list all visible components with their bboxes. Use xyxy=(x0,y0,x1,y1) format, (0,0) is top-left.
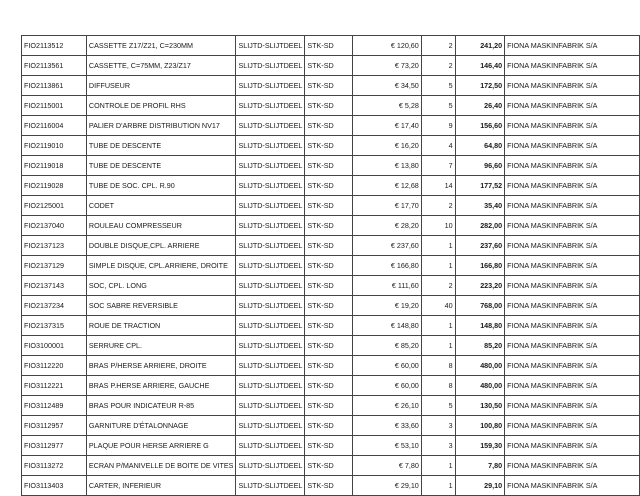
unit-price-cell: € 237,60 xyxy=(352,236,421,256)
description-cell: CASSETTE, C=75MM, Z23/Z17 xyxy=(86,56,236,76)
group-cell: SLIJTD-SLIJTDEEL xyxy=(236,356,305,376)
unit-cell: STK-SD xyxy=(305,476,352,496)
quantity-cell: 1 xyxy=(421,236,455,256)
group-cell: SLIJTD-SLIJTDEEL xyxy=(236,56,305,76)
unit-cell: STK-SD xyxy=(305,276,352,296)
quantity-cell: 1 xyxy=(421,456,455,476)
unit-price-cell: € 111,60 xyxy=(352,276,421,296)
group-cell: SLIJTD-SLIJTDEEL xyxy=(236,336,305,356)
group-cell: SLIJTD-SLIJTDEEL xyxy=(236,36,305,56)
unit-cell: STK-SD xyxy=(305,296,352,316)
line-total-cell: 100,80 xyxy=(455,416,505,436)
table-row xyxy=(22,376,640,396)
table-row xyxy=(22,236,640,256)
unit-cell: STK-SD xyxy=(305,36,352,56)
description-cell: GARNITURE D'ÉTALONNAGE xyxy=(86,416,236,436)
part-code-cell: FIO3112489 xyxy=(22,396,87,416)
quantity-cell: 7 xyxy=(421,156,455,176)
table-row xyxy=(22,96,640,116)
part-code-cell: FIO2137040 xyxy=(22,216,87,236)
group-cell: SLIJTD-SLIJTDEEL xyxy=(236,96,305,116)
unit-cell: STK-SD xyxy=(305,196,352,216)
part-code-cell: FIO3112977 xyxy=(22,436,87,456)
line-total-cell: 29,10 xyxy=(455,476,505,496)
part-code-cell: FIO2137143 xyxy=(22,276,87,296)
description-cell: BRAS P.HERSE ARRIERE, GAUCHE xyxy=(86,376,236,396)
unit-price-cell: € 28,20 xyxy=(352,216,421,236)
supplier-cell: FIONA MASKINFABRIK S/A xyxy=(505,456,640,476)
group-cell: SLIJTD-SLIJTDEEL xyxy=(236,416,305,436)
line-total-cell: 7,80 xyxy=(455,456,505,476)
table-row xyxy=(22,136,640,156)
group-cell: SLIJTD-SLIJTDEEL xyxy=(236,476,305,496)
line-total-cell: 146,40 xyxy=(455,56,505,76)
table-row xyxy=(22,216,640,236)
group-cell: SLIJTD-SLIJTDEEL xyxy=(236,296,305,316)
unit-price-cell: € 16,20 xyxy=(352,136,421,156)
line-total-cell: 768,00 xyxy=(455,296,505,316)
part-code-cell: FIO2125001 xyxy=(22,196,87,216)
group-cell: SLIJTD-SLIJTDEEL xyxy=(236,156,305,176)
group-cell: SLIJTD-SLIJTDEEL xyxy=(236,136,305,156)
unit-price-cell: € 17,40 xyxy=(352,116,421,136)
table-row xyxy=(22,176,640,196)
unit-price-cell: € 12,68 xyxy=(352,176,421,196)
description-cell: TUBE DE DESCENTE xyxy=(86,136,236,156)
supplier-cell: FIONA MASKINFABRIK S/A xyxy=(505,316,640,336)
part-code-cell: FIO2113861 xyxy=(22,76,87,96)
line-total-cell: 156,60 xyxy=(455,116,505,136)
description-cell: SERRURE CPL. xyxy=(86,336,236,356)
table-row xyxy=(22,56,640,76)
group-cell: SLIJTD-SLIJTDEEL xyxy=(236,216,305,236)
quantity-cell: 1 xyxy=(421,256,455,276)
quantity-cell: 3 xyxy=(421,416,455,436)
supplier-cell: FIONA MASKINFABRIK S/A xyxy=(505,136,640,156)
unit-price-cell: € 120,60 xyxy=(352,36,421,56)
description-cell: ROUE DE TRACTION xyxy=(86,316,236,336)
unit-price-cell: € 34,50 xyxy=(352,76,421,96)
supplier-cell: FIONA MASKINFABRIK S/A xyxy=(505,176,640,196)
unit-cell: STK-SD xyxy=(305,436,352,456)
part-code-cell: FIO3100001 xyxy=(22,336,87,356)
description-cell: SIMPLE DISQUE, CPL.ARRIERE, DROITE xyxy=(86,256,236,276)
supplier-cell: FIONA MASKINFABRIK S/A xyxy=(505,236,640,256)
unit-price-cell: € 19,20 xyxy=(352,296,421,316)
group-cell: SLIJTD-SLIJTDEEL xyxy=(236,196,305,216)
supplier-cell: FIONA MASKINFABRIK S/A xyxy=(505,416,640,436)
unit-price-cell: € 148,80 xyxy=(352,316,421,336)
table-row xyxy=(22,76,640,96)
unit-price-cell: € 73,20 xyxy=(352,56,421,76)
unit-price-cell: € 60,00 xyxy=(352,356,421,376)
line-total-cell: 480,00 xyxy=(455,376,505,396)
supplier-cell: FIONA MASKINFABRIK S/A xyxy=(505,296,640,316)
line-total-cell: 177,52 xyxy=(455,176,505,196)
line-total-cell: 26,40 xyxy=(455,96,505,116)
unit-cell: STK-SD xyxy=(305,236,352,256)
line-total-cell: 237,60 xyxy=(455,236,505,256)
description-cell: CODET xyxy=(86,196,236,216)
supplier-cell: FIONA MASKINFABRIK S/A xyxy=(505,116,640,136)
description-cell: DIFFUSEUR xyxy=(86,76,236,96)
unit-price-cell: € 26,10 xyxy=(352,396,421,416)
table-row xyxy=(22,156,640,176)
quantity-cell: 2 xyxy=(421,56,455,76)
unit-cell: STK-SD xyxy=(305,96,352,116)
supplier-cell: FIONA MASKINFABRIK S/A xyxy=(505,76,640,96)
group-cell: SLIJTD-SLIJTDEEL xyxy=(236,116,305,136)
table-row xyxy=(22,436,640,456)
unit-cell: STK-SD xyxy=(305,456,352,476)
quantity-cell: 2 xyxy=(421,196,455,216)
group-cell: SLIJTD-SLIJTDEEL xyxy=(236,236,305,256)
part-code-cell: FIO2119010 xyxy=(22,136,87,156)
table-row xyxy=(22,36,640,56)
part-code-cell: FIO2137234 xyxy=(22,296,87,316)
parts-table-body xyxy=(22,36,640,496)
unit-price-cell: € 5,28 xyxy=(352,96,421,116)
part-code-cell: FIO3113272 xyxy=(22,456,87,476)
parts-table xyxy=(21,35,640,496)
unit-cell: STK-SD xyxy=(305,76,352,96)
line-total-cell: 85,20 xyxy=(455,336,505,356)
unit-cell: STK-SD xyxy=(305,356,352,376)
part-code-cell: FIO2113512 xyxy=(22,36,87,56)
group-cell: SLIJTD-SLIJTDEEL xyxy=(236,256,305,276)
table-row xyxy=(22,116,640,136)
supplier-cell: FIONA MASKINFABRIK S/A xyxy=(505,156,640,176)
quantity-cell: 10 xyxy=(421,216,455,236)
unit-price-cell: € 33,60 xyxy=(352,416,421,436)
supplier-cell: FIONA MASKINFABRIK S/A xyxy=(505,96,640,116)
unit-cell: STK-SD xyxy=(305,116,352,136)
group-cell: SLIJTD-SLIJTDEEL xyxy=(236,276,305,296)
quantity-cell: 2 xyxy=(421,276,455,296)
supplier-cell: FIONA MASKINFABRIK S/A xyxy=(505,216,640,236)
supplier-cell: FIONA MASKINFABRIK S/A xyxy=(505,336,640,356)
unit-price-cell: € 60,00 xyxy=(352,376,421,396)
description-cell: BRAS POUR INDICATEUR R-85 xyxy=(86,396,236,416)
part-code-cell: FIO2119018 xyxy=(22,156,87,176)
table-row xyxy=(22,416,640,436)
supplier-cell: FIONA MASKINFABRIK S/A xyxy=(505,56,640,76)
unit-cell: STK-SD xyxy=(305,376,352,396)
supplier-cell: FIONA MASKINFABRIK S/A xyxy=(505,396,640,416)
quantity-cell: 9 xyxy=(421,116,455,136)
table-row xyxy=(22,316,640,336)
table-row xyxy=(22,356,640,376)
group-cell: SLIJTD-SLIJTDEEL xyxy=(236,316,305,336)
unit-cell: STK-SD xyxy=(305,396,352,416)
supplier-cell: FIONA MASKINFABRIK S/A xyxy=(505,256,640,276)
quantity-cell: 14 xyxy=(421,176,455,196)
table-row xyxy=(22,336,640,356)
line-total-cell: 282,00 xyxy=(455,216,505,236)
unit-price-cell: € 17,70 xyxy=(352,196,421,216)
table-row xyxy=(22,276,640,296)
table-row xyxy=(22,196,640,216)
description-cell: CARTER, INFERIEUR xyxy=(86,476,236,496)
description-cell: DOUBLE DISQUE,CPL. ARRIERE xyxy=(86,236,236,256)
line-total-cell: 130,50 xyxy=(455,396,505,416)
unit-cell: STK-SD xyxy=(305,256,352,276)
description-cell: PLAQUE POUR HERSE ARRIERE G xyxy=(86,436,236,456)
table-row xyxy=(22,476,640,496)
supplier-cell: FIONA MASKINFABRIK S/A xyxy=(505,196,640,216)
quantity-cell: 3 xyxy=(421,436,455,456)
supplier-cell: FIONA MASKINFABRIK S/A xyxy=(505,436,640,456)
line-total-cell: 96,60 xyxy=(455,156,505,176)
quantity-cell: 5 xyxy=(421,96,455,116)
unit-price-cell: € 13,80 xyxy=(352,156,421,176)
unit-cell: STK-SD xyxy=(305,336,352,356)
quantity-cell: 40 xyxy=(421,296,455,316)
group-cell: SLIJTD-SLIJTDEEL xyxy=(236,456,305,476)
unit-price-cell: € 166,80 xyxy=(352,256,421,276)
unit-cell: STK-SD xyxy=(305,56,352,76)
table-row xyxy=(22,456,640,476)
part-code-cell: FIO2137123 xyxy=(22,236,87,256)
description-cell: CASSETTE Z17/Z21, C=230MM xyxy=(86,36,236,56)
table-row xyxy=(22,256,640,276)
supplier-cell: FIONA MASKINFABRIK S/A xyxy=(505,36,640,56)
supplier-cell: FIONA MASKINFABRIK S/A xyxy=(505,356,640,376)
quantity-cell: 8 xyxy=(421,376,455,396)
part-code-cell: FIO2137129 xyxy=(22,256,87,276)
description-cell: PALIER D'ARBRE DISTRIBUTION NV17 xyxy=(86,116,236,136)
unit-price-cell: € 53,10 xyxy=(352,436,421,456)
unit-cell: STK-SD xyxy=(305,176,352,196)
part-code-cell: FIO2113561 xyxy=(22,56,87,76)
part-code-cell: FIO3112957 xyxy=(22,416,87,436)
description-cell: BRAS P/HERSE ARRIERE, DROITE xyxy=(86,356,236,376)
supplier-cell: FIONA MASKINFABRIK S/A xyxy=(505,376,640,396)
quantity-cell: 4 xyxy=(421,136,455,156)
table-row xyxy=(22,396,640,416)
unit-price-cell: € 7,80 xyxy=(352,456,421,476)
description-cell: SOC, CPL. LONG xyxy=(86,276,236,296)
description-cell: ECRAN P/MANIVELLE DE BOITE DE VITES xyxy=(86,456,236,476)
group-cell: SLIJTD-SLIJTDEEL xyxy=(236,436,305,456)
unit-cell: STK-SD xyxy=(305,216,352,236)
quantity-cell: 1 xyxy=(421,336,455,356)
quantity-cell: 8 xyxy=(421,356,455,376)
unit-price-cell: € 29,10 xyxy=(352,476,421,496)
line-total-cell: 241,20 xyxy=(455,36,505,56)
unit-cell: STK-SD xyxy=(305,156,352,176)
unit-cell: STK-SD xyxy=(305,316,352,336)
quantity-cell: 5 xyxy=(421,396,455,416)
line-total-cell: 159,30 xyxy=(455,436,505,456)
description-cell: SOC SABRE REVERSIBLE xyxy=(86,296,236,316)
part-code-cell: FIO3113403 xyxy=(22,476,87,496)
supplier-cell: FIONA MASKINFABRIK S/A xyxy=(505,276,640,296)
quantity-cell: 5 xyxy=(421,76,455,96)
description-cell: TUBE DE DESCENTE xyxy=(86,156,236,176)
line-total-cell: 172,50 xyxy=(455,76,505,96)
part-code-cell: FIO2115001 xyxy=(22,96,87,116)
line-total-cell: 35,40 xyxy=(455,196,505,216)
quantity-cell: 1 xyxy=(421,476,455,496)
part-code-cell: FIO2137315 xyxy=(22,316,87,336)
group-cell: SLIJTD-SLIJTDEEL xyxy=(236,76,305,96)
description-cell: ROULEAU COMPRESSEUR xyxy=(86,216,236,236)
line-total-cell: 480,00 xyxy=(455,356,505,376)
line-total-cell: 166,80 xyxy=(455,256,505,276)
part-code-cell: FIO3112220 xyxy=(22,356,87,376)
group-cell: SLIJTD-SLIJTDEEL xyxy=(236,376,305,396)
group-cell: SLIJTD-SLIJTDEEL xyxy=(236,176,305,196)
line-total-cell: 223,20 xyxy=(455,276,505,296)
line-total-cell: 148,80 xyxy=(455,316,505,336)
unit-price-cell: € 85,20 xyxy=(352,336,421,356)
group-cell: SLIJTD-SLIJTDEEL xyxy=(236,396,305,416)
line-total-cell: 64,80 xyxy=(455,136,505,156)
description-cell: TUBE DE SOC. CPL. R.90 xyxy=(86,176,236,196)
unit-cell: STK-SD xyxy=(305,416,352,436)
part-code-cell: FIO2116004 xyxy=(22,116,87,136)
part-code-cell: FIO2119028 xyxy=(22,176,87,196)
quantity-cell: 1 xyxy=(421,316,455,336)
table-row xyxy=(22,296,640,316)
part-code-cell: FIO3112221 xyxy=(22,376,87,396)
supplier-cell: FIONA MASKINFABRIK S/A xyxy=(505,476,640,496)
description-cell: CONTROLE DE PROFIL RHS xyxy=(86,96,236,116)
unit-cell: STK-SD xyxy=(305,136,352,156)
quantity-cell: 2 xyxy=(421,36,455,56)
